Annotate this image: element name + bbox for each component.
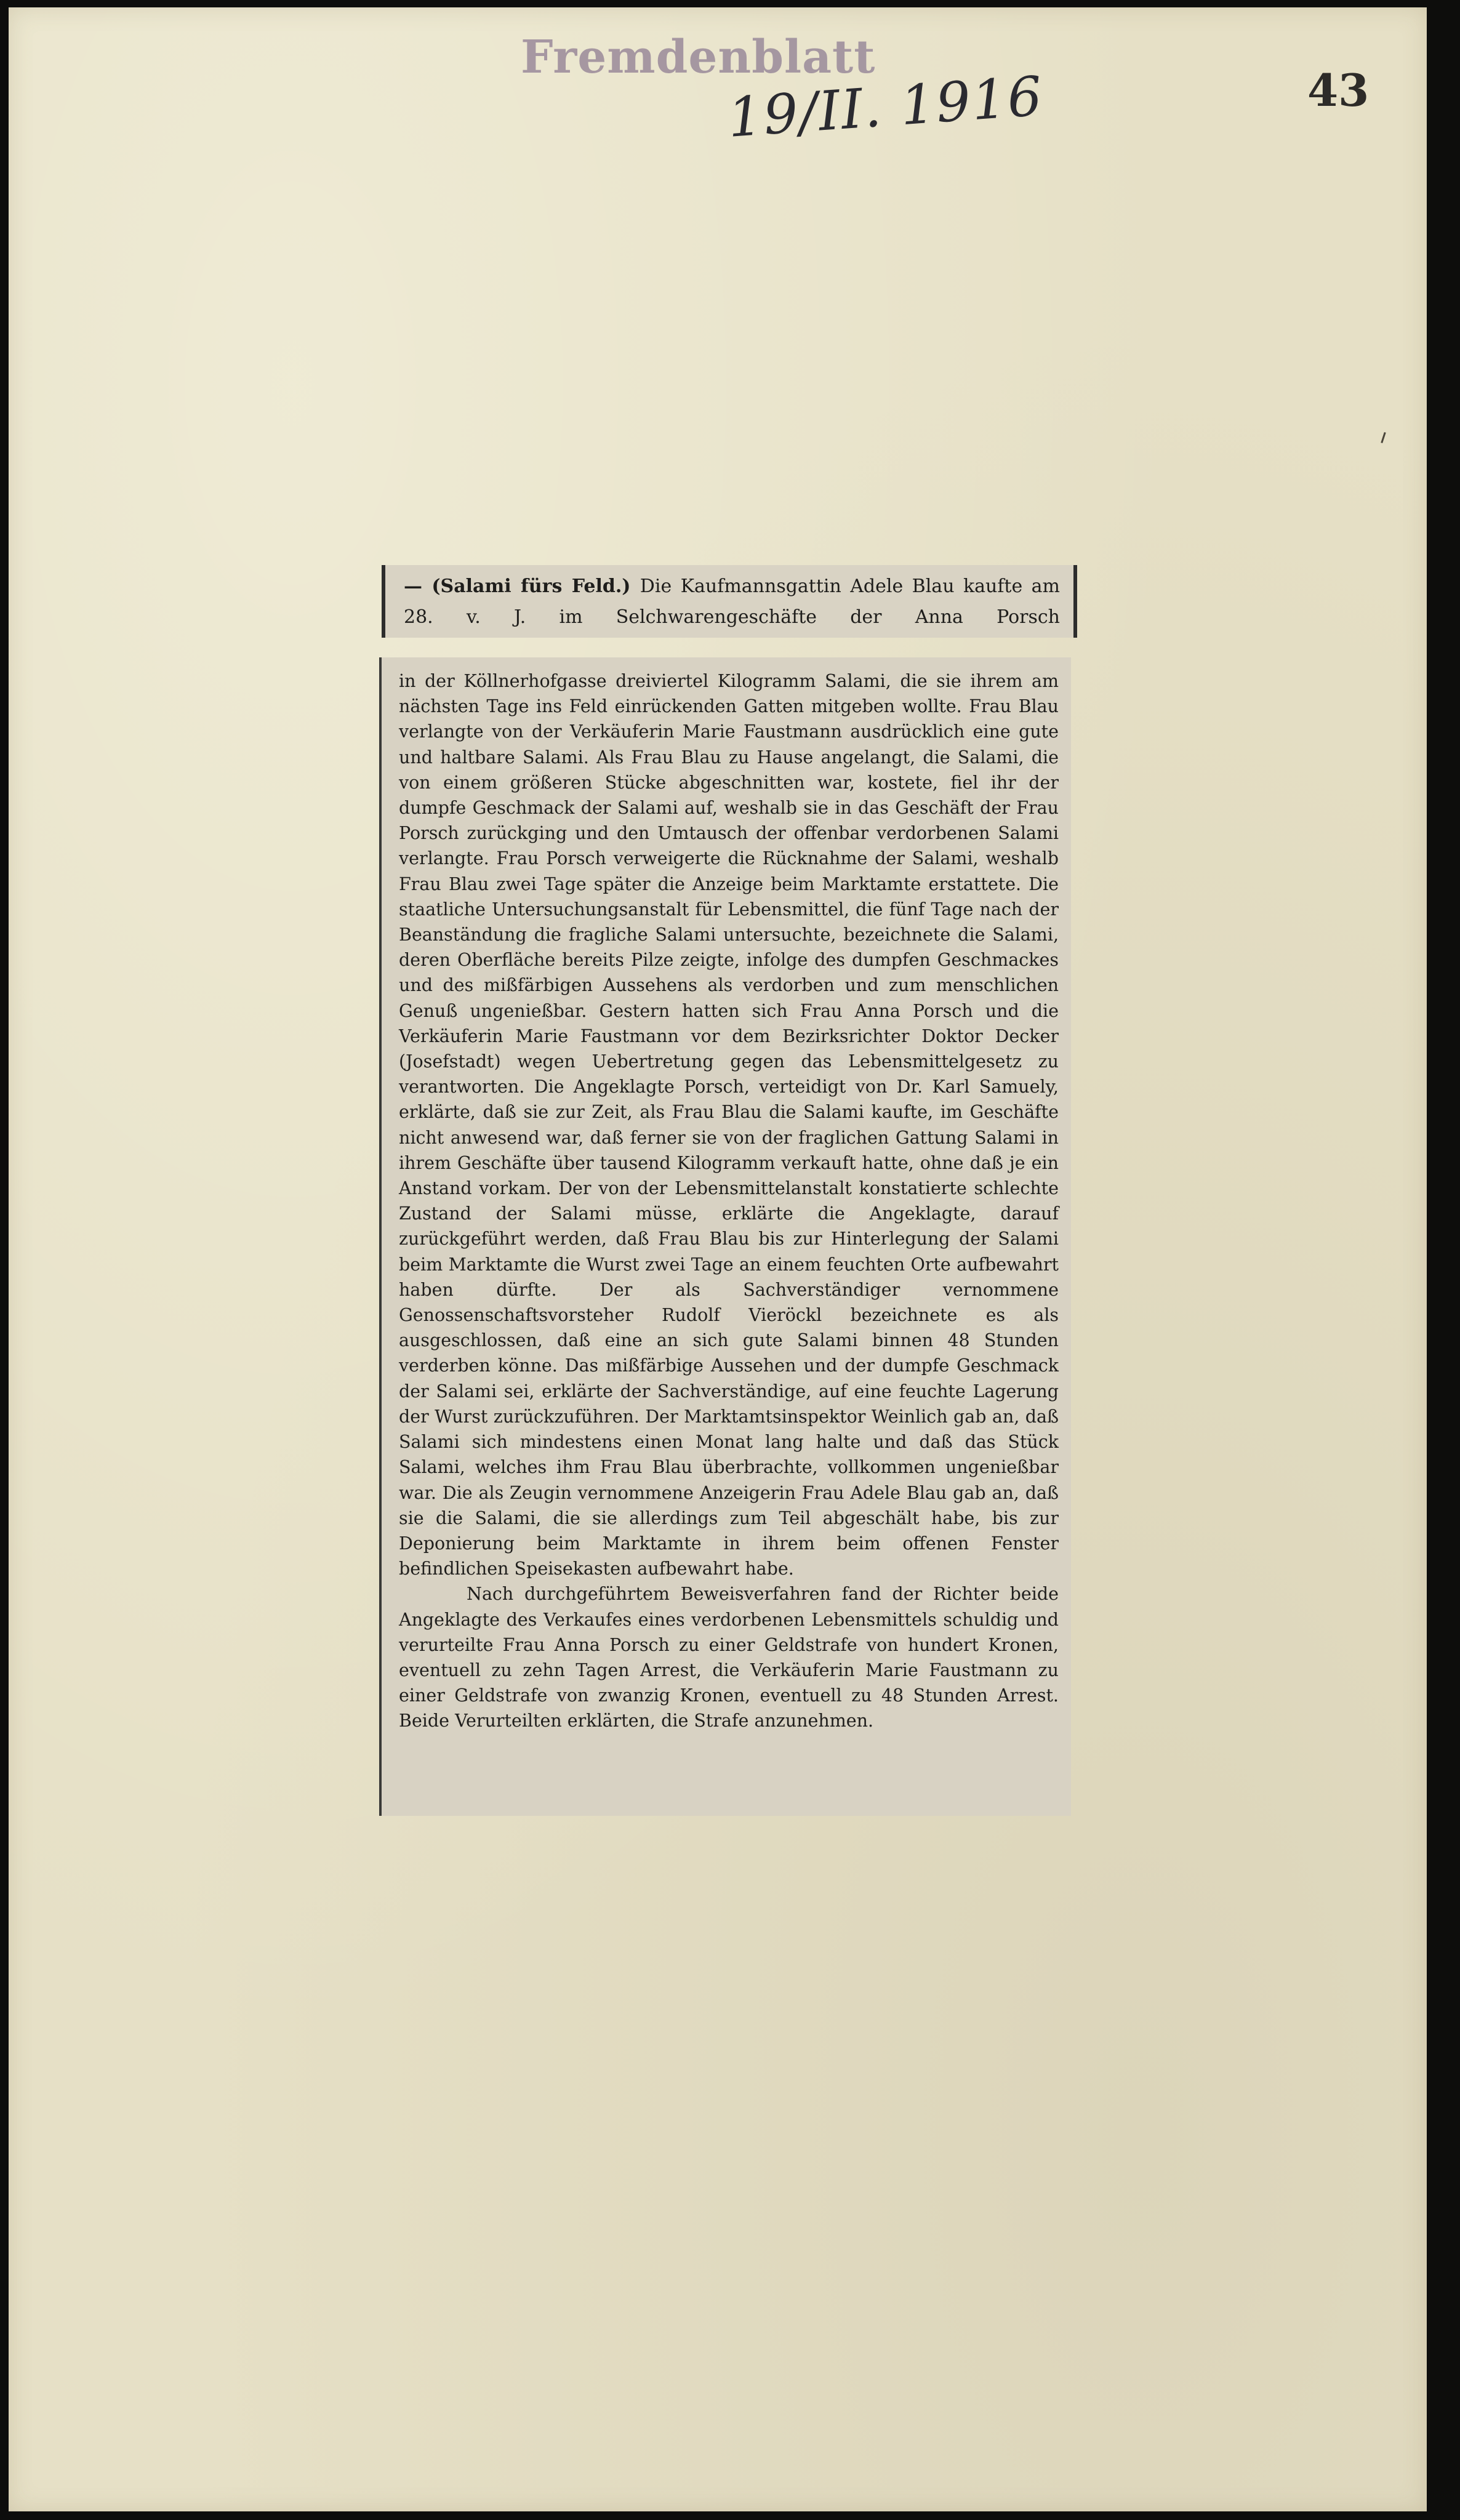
newspaper-stamp: Fremdenblatt [521,31,876,84]
clipping-body [379,657,1071,1816]
handwritten-date: 19/II. 1916 [726,64,1046,150]
clipping-header [382,565,1077,638]
article-rubric: — (Salami fürs Feld.) [404,576,640,597]
article-paragraph: in der Köllnerhofgasse dreiviertel Kilogramm Salami, die sie ihrem am nächsten Tage ins Feld einrückenden Gatten mitgeben wollte. Frau Blau verlangte von der Verkäuferin Marie Faustmann ausdrücklich eine gute und haltbare Salami. Als Frau Blau zu Hause angelangt, die Salami, die von einem größeren Stücke abgeschnitten war, kostete, fiel ihr der dumpfe Geschmack der Salami auf, weshalb sie in das Geschäft der Frau Porsch zurückging und den Umtausch der offenbar verdorbenen Salami verlangte. Frau Porsch verweigerte die Rücknahme der Salami, weshalb Frau Blau zwei Tage später die Anzeige beim Marktamte erstattete. Die staatliche Untersuchungsanstalt für Lebensmittel, die fünf Tage nach der Beanständung die fragliche Salami untersuchte, bezeichnete die Salami, deren Oberfläche bereits Pilze zeigte, infolge des dumpfen Geschmackes und des mißfärbigen Aussehens als verdorben und zum menschlichen Genuß ungenießbar. Gestern hatten sich Frau Anna Porsch und die Verkäuferin Marie Faustmann vor dem Bezirksrichter Doktor Decker (Josefstadt) wegen Uebertretung gegen das Lebensmittelgesetz zu verantworten. Die Angeklagte Porsch, verteidigt von Dr. Karl Samuely, erklärte, daß sie zur Zeit, als Frau Blau die Salami kaufte, im Geschäfte nicht anwesend war, daß ferner sie von der fraglichen Gattung Salami in ihrem Geschäfte über tausend Kilogramm verkauft hatte, ohne daß je ein Anstand vorkam. Der von der Lebensmittelanstalt konstatierte schlechte Zustand der Salami müsse, erklärte die Angeklagte, darauf zurückgeführt werden, daß Frau Blau bis zur Hinterlegung der Salami beim Marktamte die Wurst zwei Tage an einem feuchten Orte aufbewahrt haben dürfte. Der als Sachverständiger vernommene Genossenschaftsvorsteher Rudolf Vieröckl bezeichnete es als ausgeschlossen, daß eine an sich gute Salami binnen 48 Stunden verderben könne. Das mißfärbige Aussehen und der dumpfe Geschmack der Salami sei, erklärte der Sachverständige, auf eine feuchte Lagerung der Wurst zurückzuführen. Der Marktamtsinspektor Weinlich gab an, daß Salami sich mindestens einen Monat lang halte und daß das Stück Salami, welches ihm Frau Blau überbrachte, vollkommen ungenießbar war. Die als Zeugin vernommene Anzeigerin Frau Adele Blau gab an, daß sie die Salami, die sie allerdings zum Teil abgeschält habe, bis zur Deponierung beim Marktamte in ihrem beim offenen Fenster befindlichen Speisekasten aufbewahrt habe. [399,671,1059,1579]
page-number: 43 [1307,64,1370,116]
article-lead: Die Kaufmannsgattin Adele Blau kaufte am 28. v. J. im Selchwarengeschäfte der Anna Porsch [404,576,1061,628]
paper-mark [1381,432,1386,443]
article-paragraph: Nach durchgeführtem Beweisverfahren fand der Richter beide Angeklagte des Verkaufes eines verdorbenen Lebensmittels schuldig und verurteilte Frau Anna Porsch zu einer Geldstrafe von hundert Kronen, eventuell zu zehn Tagen Arrest, die Verkäuferin Marie Faustmann zu einer Geldstrafe von zwanzig Kronen, eventuell zu 48 Stunden Arrest. Beide Verurteilten erklärten, die Strafe anzunehmen. [399,1584,1059,1731]
